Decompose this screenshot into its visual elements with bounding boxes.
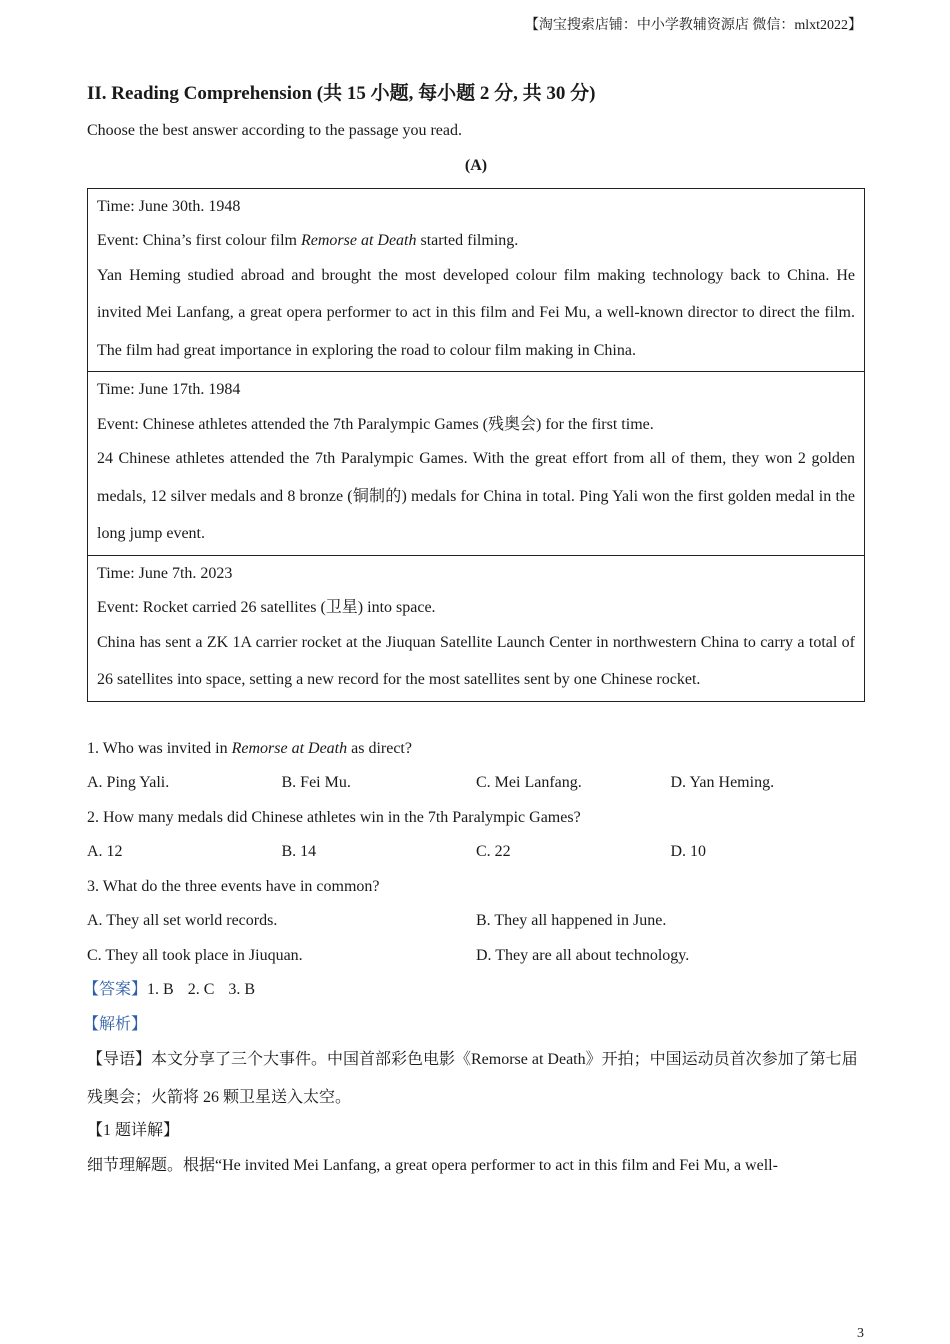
event-cell [88,555,865,701]
option-b: B. They all happened in June. [476,912,667,929]
passage-label: (A) [464,156,488,174]
question-3-options-row-2 [87,946,865,966]
guide-paragraph: 【导语】本文分享了三个大事件。中国首部彩色电影《Remorse at Death》开拍；中国运动员首次参加了第七届残奥会；火箭将 26 颗卫星送入太空。 [87,1051,858,1106]
option-c: C. 22 [476,843,511,860]
event-time: Time: June 17th. 1984 [97,381,241,398]
option-a: A. 12 [87,843,123,860]
question-2-options [87,842,865,862]
event-row [88,372,865,556]
question-3-options-row-1 [87,911,865,931]
question-1-options [87,773,865,793]
option-d: D. They are all about technology. [476,946,690,964]
event-row [88,188,865,372]
event-body: 24 Chinese athletes attended the 7th Paralympic Games. With the great effort from all of them, they won 2 golden medals, 12 silver medals and 8 bronze (铜制的) medals for China in total. Ping Yali won the first golden medal in the long jump event. [97,450,855,542]
film-title: Remorse at Death [231,739,348,757]
event-title: Event: China’s first colour film Remorse at Death started filming. [97,232,519,249]
event-title: Event: Chinese athletes attended the 7th Paralympic Games (残奥会) for the first time. [97,415,654,433]
answer-item: 2. C [187,981,215,998]
option-c: C. Mei Lanfang. [476,774,582,791]
event-body: China has sent a ZK 1A carrier rocket at the Jiuquan Satellite Launch Center in northwestern China to carry a total of 26 satellites into space, setting a new record for the most satellites sent by one Chinese rocket. [97,633,855,688]
option-d: D. 10 [670,843,707,860]
option-b: B. Fei Mu. [281,774,351,791]
instruction: Choose the best answer according to the passage you read. [87,122,462,139]
film-title: Remorse at Death [300,232,417,249]
event-body: Yan Heming studied abroad and brought the most developed colour film making technology back to China. He invited Mei Lanfang, a great opera performer to act in this film and Fei Mu, a well-known director to direct the film. The film had great importance in exploring the road to colour film making in China. [97,266,855,359]
event-time: Time: June 30th. 1948 [97,197,241,215]
answer-item: 1. B [147,981,174,998]
page-number: 3 [857,1326,864,1341]
q1-detail-label: 【1 题详解】 [87,1122,180,1139]
analysis-label: 【解析】 [83,1015,148,1033]
question-2: 2. How many medals did Chinese athletes win in the 7th Paralympic Games? [87,808,581,826]
event-time: Time: June 7th. 2023 [97,564,233,582]
answer-item: 3. B [228,981,256,998]
question-3: 3. What do the three events have in common? [87,877,380,895]
event-title: Event: Rocket carried 26 satellites (卫星) into space. [97,599,436,616]
header-note: 【淘宝搜索店铺：中小学教辅资源店 微信：mlxt2022】 [524,18,862,33]
option-b: B. 14 [281,843,317,860]
option-a: A. They all set world records. [87,912,278,929]
option-a: A. Ping Yali. [87,774,170,791]
option-d: D. Yan Heming. [670,774,775,791]
section-title: II. Reading Comprehension (共 15 小题, 每小题 2 分, 共 30 分) [87,83,596,104]
event-cell [88,188,865,372]
event-row [88,555,865,701]
events-table [87,188,865,702]
answer-label: 【答案】 [83,981,148,998]
q1-detail: 细节理解题。根据“He invited Mei Lanfang, a great opera performer to act in this film and Fei Mu, a well- [87,1156,778,1174]
question-1: 1. Who was invited in Remorse at Death as direct? [87,739,412,757]
document-page [83,78,865,1190]
option-c: C. They all took place in Jiuquan. [87,946,303,964]
answer-line [83,980,865,1000]
event-cell [88,372,865,556]
